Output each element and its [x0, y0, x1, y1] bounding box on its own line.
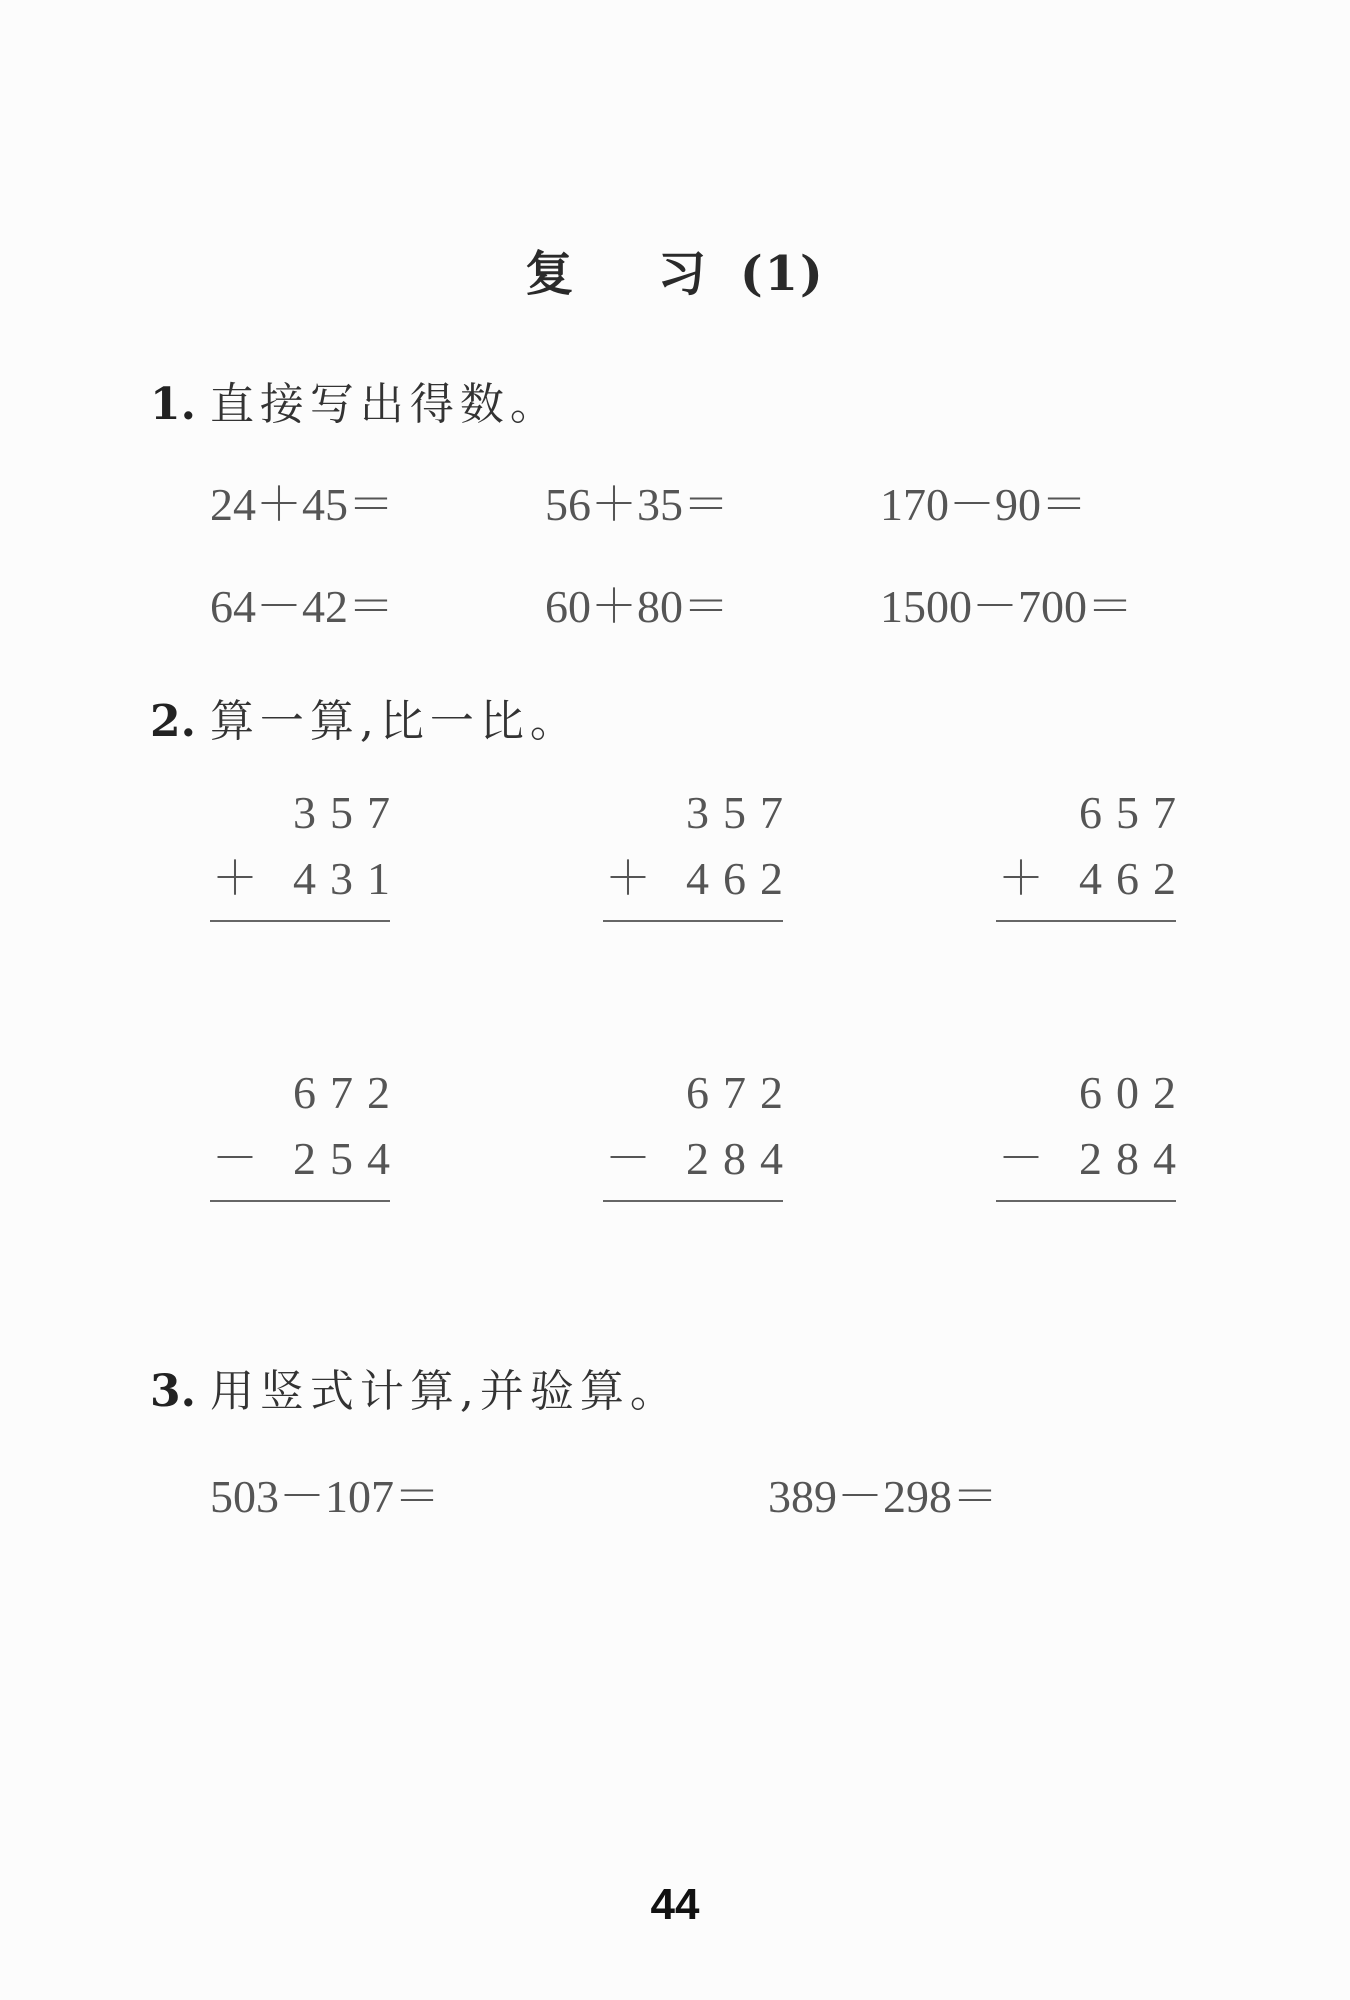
expression: 60＋80＝	[545, 581, 729, 632]
top-number: 357	[686, 787, 797, 838]
bottom-number: 431	[293, 853, 404, 904]
bottom-number: 254	[293, 1133, 404, 1184]
operator: ＋	[212, 853, 258, 904]
section-3-number: 3.	[150, 1366, 196, 1417]
top-number: 357	[293, 787, 404, 838]
top-number: 657	[1079, 787, 1190, 838]
section-3-instruction: 用竖式计算,并验算。	[209, 1366, 680, 1417]
bottom-number: 462	[1079, 853, 1190, 904]
page-title-main: 复 习	[525, 246, 740, 302]
section-1-heading	[150, 368, 560, 432]
answer-line	[210, 920, 390, 922]
section-1-number: 1.	[150, 379, 196, 430]
page-title	[0, 235, 1350, 304]
top-number: 672	[686, 1067, 797, 1118]
answer-line	[603, 1200, 783, 1202]
expression: 1500－700＝	[880, 581, 1133, 632]
top-number: 672	[293, 1067, 404, 1118]
vertical-problem	[996, 1060, 1190, 1202]
vertical-problem	[603, 780, 797, 922]
answer-line	[996, 1200, 1176, 1202]
section-2-number: 2.	[150, 696, 196, 747]
operator: －	[605, 1133, 651, 1184]
operator: ＋	[605, 853, 651, 904]
vertical-problem	[210, 1060, 404, 1202]
section-3-heading	[150, 1355, 680, 1419]
expression: 503－107＝	[210, 1471, 440, 1522]
bottom-number: 284	[686, 1133, 797, 1184]
operator: －	[998, 1133, 1044, 1184]
expression: 389－298＝	[768, 1471, 998, 1522]
operator: －	[212, 1133, 258, 1184]
top-number: 602	[1079, 1067, 1190, 1118]
expression: 64－42＝	[210, 581, 394, 632]
section-2-instruction: 算一算,比一比。	[209, 696, 580, 747]
expression: 56＋35＝	[545, 479, 729, 530]
vertical-problem	[996, 780, 1190, 922]
expression: 24＋45＝	[210, 479, 394, 530]
expression: 170－90＝	[880, 479, 1087, 530]
page-number: 44	[650, 1880, 700, 1929]
bottom-number: 284	[1079, 1133, 1190, 1184]
section-1-instruction: 直接写出得数。	[209, 379, 560, 430]
page-title-number: (1)	[739, 246, 825, 302]
section-2-heading	[150, 685, 580, 749]
answer-line	[210, 1200, 390, 1202]
bottom-number: 462	[686, 853, 797, 904]
answer-line	[603, 920, 783, 922]
vertical-problem	[603, 1060, 797, 1202]
vertical-problem	[210, 780, 404, 922]
operator: ＋	[998, 853, 1044, 904]
answer-line	[996, 920, 1176, 922]
